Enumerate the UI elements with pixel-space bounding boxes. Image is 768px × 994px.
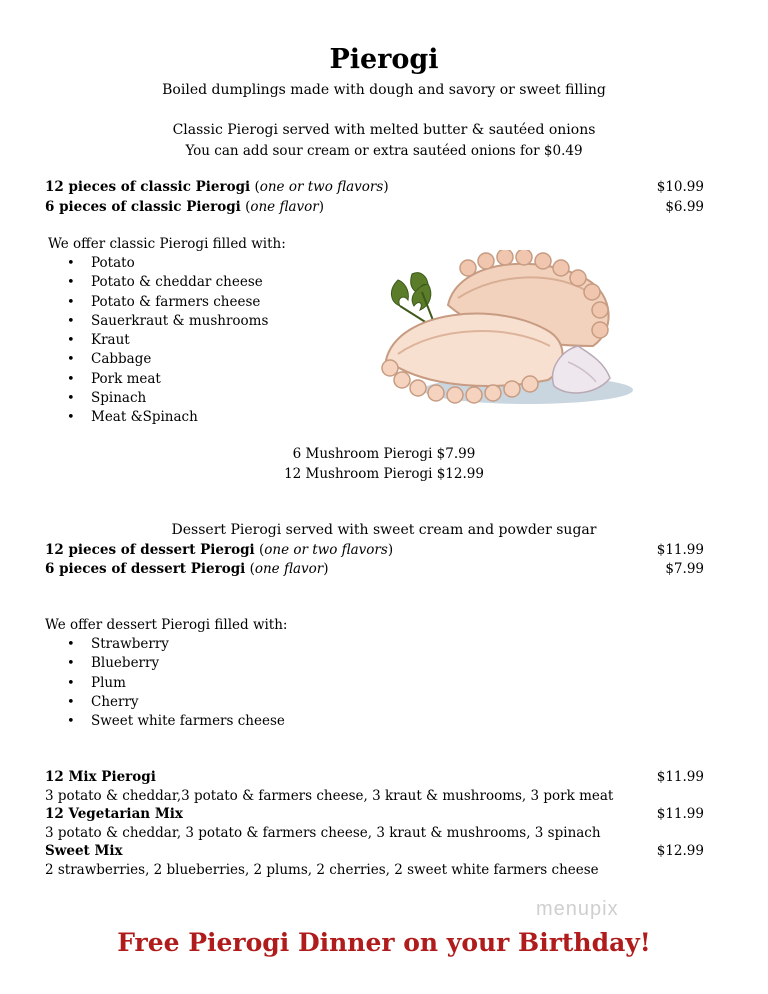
list-item: • Potato & cheddar cheese xyxy=(45,273,268,292)
item-name: 12 pieces of dessert Pierogi xyxy=(45,542,255,558)
classic-item-6: 6 pieces of classic Pierogi (one flavor) $6.99 xyxy=(45,199,704,215)
list-item: • Cherry xyxy=(45,693,285,712)
list-item: • Sauerkraut & mushrooms xyxy=(45,312,268,331)
list-item: • Pork meat xyxy=(45,370,268,389)
item-detail: one or two flavors xyxy=(264,542,388,558)
list-item: • Potato xyxy=(45,254,268,273)
item-price: $10.99 xyxy=(656,179,704,195)
mix-desc: 3 potato & cheddar, 3 potato & farmers cheese, 3 kraut & mushrooms, 3 spinach xyxy=(45,825,601,841)
item-name: 6 pieces of classic Pierogi xyxy=(45,199,241,215)
dessert-fillings-intro: We offer dessert Pierogi filled with: xyxy=(45,617,288,633)
item-price: $11.99 xyxy=(656,542,704,558)
subtitle: Boiled dumplings made with dough and savory or sweet filling xyxy=(162,82,606,98)
list-item: • Spinach xyxy=(45,389,268,408)
page-title xyxy=(0,44,768,75)
item-name: 12 pieces of classic Pierogi xyxy=(45,179,251,195)
mushroom-line-12: 12 Mushroom Pierogi $12.99 xyxy=(284,466,484,482)
list-item: • Cabbage xyxy=(45,350,268,369)
dessert-item-6: 6 pieces of dessert Pierogi (one flavor) $7.99 xyxy=(45,561,704,577)
classic-fillings-list xyxy=(45,254,268,428)
list-item: • Strawberry xyxy=(45,635,285,654)
mix-item-vegetarian xyxy=(45,806,704,822)
item-detail: one flavor xyxy=(254,561,324,577)
list-item: • Meat &Spinach xyxy=(45,408,268,427)
mix-name: 12 Mix Pierogi xyxy=(45,769,156,785)
dessert-item-12: 12 pieces of dessert Pierogi (one or two flavors) $11.99 xyxy=(45,542,704,558)
item-detail: one flavor xyxy=(250,199,319,215)
watermark: menupix xyxy=(536,898,619,920)
mix-item-sweet xyxy=(45,843,704,859)
classic-heading: Classic Pierogi served with melted butter & sautéed onions xyxy=(172,122,596,138)
pierogi-illustration xyxy=(378,250,640,418)
list-item: • Potato & farmers cheese xyxy=(45,293,268,312)
mushroom-line-6: 6 Mushroom Pierogi $7.99 xyxy=(292,446,476,462)
mix-price: $11.99 xyxy=(656,806,704,822)
item-detail: one or two flavors xyxy=(259,179,384,195)
mix-desc: 2 strawberries, 2 blueberries, 2 plums, 2 cherries, 2 sweet white farmers cheese xyxy=(45,862,599,878)
mix-name: Sweet Mix xyxy=(45,843,123,859)
mix-price: $11.99 xyxy=(656,769,704,785)
mix-name: 12 Vegetarian Mix xyxy=(45,806,183,822)
classic-item-12: 12 pieces of classic Pierogi (one or two flavors) $10.99 xyxy=(45,179,704,195)
title-text: Pierogi xyxy=(329,44,439,75)
list-item: • Plum xyxy=(45,674,285,693)
list-item: • Blueberry xyxy=(45,654,285,673)
item-price: $6.99 xyxy=(665,199,704,215)
birthday-banner: Free Pierogi Dinner on your Birthday! xyxy=(117,928,651,957)
classic-fillings-intro: We offer classic Pierogi filled with: xyxy=(48,236,286,252)
list-item: • Kraut xyxy=(45,331,268,350)
item-price: $7.99 xyxy=(665,561,704,577)
classic-note: You can add sour cream or extra sautéed onions for $0.49 xyxy=(185,143,583,159)
mix-item-12 xyxy=(45,769,704,785)
mix-price: $12.99 xyxy=(656,843,704,859)
dessert-fillings-list xyxy=(45,635,285,731)
list-item: • Sweet white farmers cheese xyxy=(45,712,285,731)
mix-desc: 3 potato & cheddar,3 potato & farmers cheese, 3 kraut & mushrooms, 3 pork meat xyxy=(45,788,614,804)
dessert-heading: Dessert Pierogi served with sweet cream and powder sugar xyxy=(171,522,597,538)
item-name: 6 pieces of dessert Pierogi xyxy=(45,561,246,577)
